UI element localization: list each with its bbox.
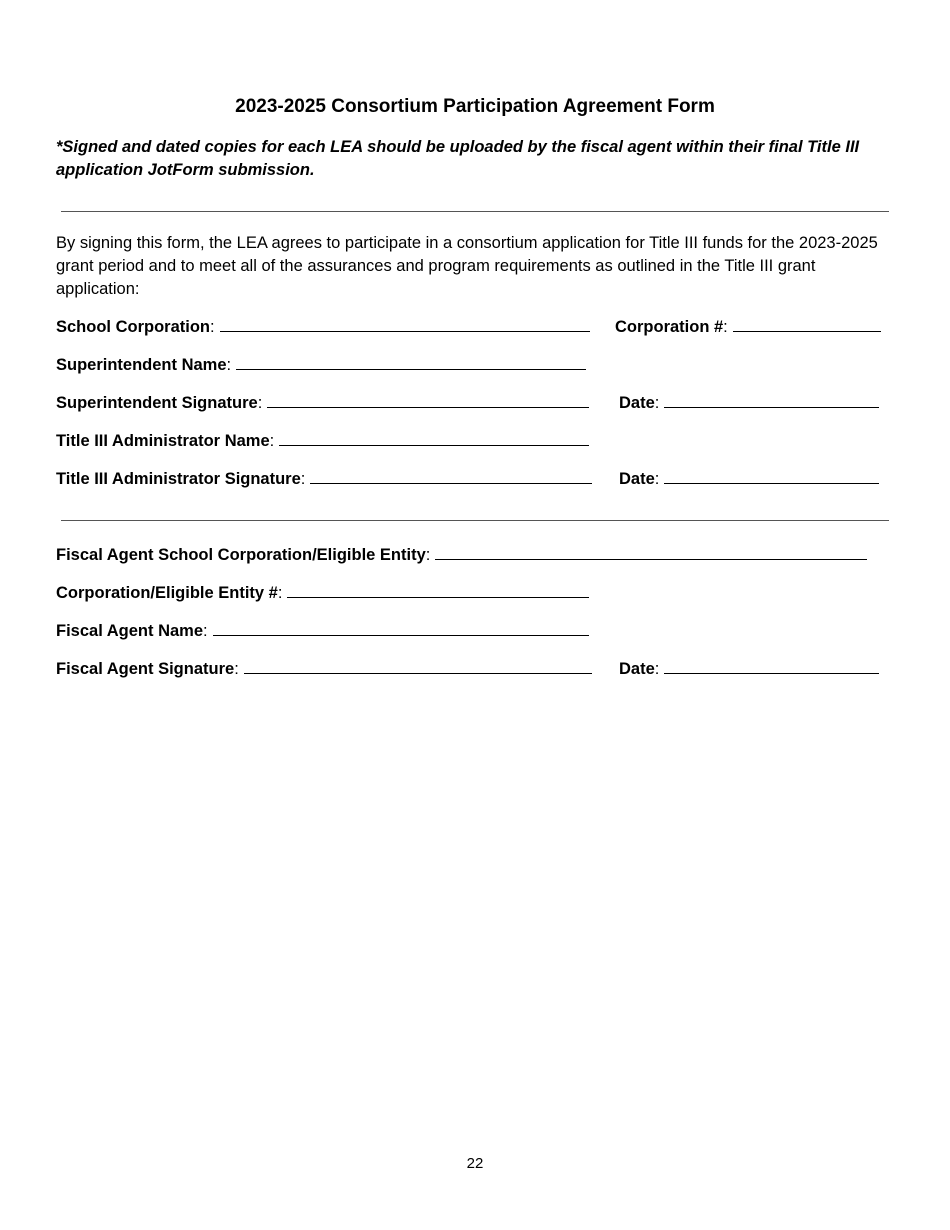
title3-admin-date-label: Date [619, 470, 655, 488]
fiscal-agent-entity-field[interactable] [435, 544, 867, 560]
fiscal-agent-date-field[interactable] [664, 658, 879, 674]
title3-admin-signature-label: Title III Administrator Signature [56, 470, 301, 488]
title3-admin-date-field[interactable] [664, 468, 879, 484]
fiscal-agent-date-label: Date [619, 660, 655, 678]
fiscal-agent-name-label: Fiscal Agent Name [56, 622, 204, 640]
title3-admin-name-label: Title III Administrator Name [56, 432, 270, 450]
superintendent-name-field[interactable] [236, 354, 586, 370]
fiscal-agent-entity-label: Fiscal Agent School Corporation/Eligible Entity [56, 546, 426, 564]
fiscal-agent-signature-field[interactable] [244, 658, 592, 674]
school-corporation-label: School Corporation [56, 318, 210, 336]
title3-admin-signature-field[interactable] [310, 468, 592, 484]
title3-admin-signature-row: Title III Administrator Signature: [56, 468, 592, 489]
superintendent-name-label: Superintendent Name [56, 356, 227, 374]
superintendent-name-row: Superintendent Name: [56, 354, 586, 375]
divider-top [61, 211, 889, 212]
intro-paragraph: By signing this form, the LEA agrees to participate in a consortium application for Title III funds for the 2023-2025 grant period and to meet all of the assurances and program requirements as outlined in the Title III grant application: [56, 234, 878, 298]
entity-number-label: Corporation/Eligible Entity # [56, 584, 278, 602]
school-corporation-field[interactable] [220, 316, 590, 332]
page-title: 2023-2025 Consortium Participation Agreement Form [235, 96, 715, 117]
entity-number-row: Corporation/Eligible Entity #: [56, 582, 589, 603]
title3-admin-date-row: Date: [619, 468, 879, 489]
divider-middle [61, 520, 889, 521]
superintendent-date-field[interactable] [664, 392, 879, 408]
superintendent-signature-field[interactable] [267, 392, 589, 408]
fiscal-agent-entity-row: Fiscal Agent School Corporation/Eligible Entity: [56, 544, 867, 565]
school-corporation-row: School Corporation: [56, 316, 590, 337]
upload-instruction: *Signed and dated copies for each LEA should be uploaded by the fiscal agent within their final Title III application JotForm submission. [56, 138, 860, 179]
corporation-number-label: Corporation # [615, 318, 724, 336]
superintendent-date-label: Date [619, 394, 655, 412]
superintendent-signature-label: Superintendent Signature [56, 394, 258, 412]
page-number: 22 [466, 1155, 484, 1172]
superintendent-signature-row: Superintendent Signature: [56, 392, 589, 413]
title3-admin-name-row: Title III Administrator Name: [56, 430, 589, 451]
entity-number-field[interactable] [287, 582, 589, 598]
title3-admin-name-field[interactable] [279, 430, 589, 446]
corporation-number-field[interactable] [733, 316, 881, 332]
corporation-number-row: Corporation #: [615, 316, 881, 337]
fiscal-agent-signature-label: Fiscal Agent Signature [56, 660, 235, 678]
fiscal-agent-name-row: Fiscal Agent Name: [56, 620, 589, 641]
fiscal-agent-signature-row: Fiscal Agent Signature: [56, 658, 592, 679]
fiscal-agent-name-field[interactable] [213, 620, 589, 636]
superintendent-date-row: Date: [619, 392, 879, 413]
fiscal-agent-date-row: Date: [619, 658, 879, 679]
